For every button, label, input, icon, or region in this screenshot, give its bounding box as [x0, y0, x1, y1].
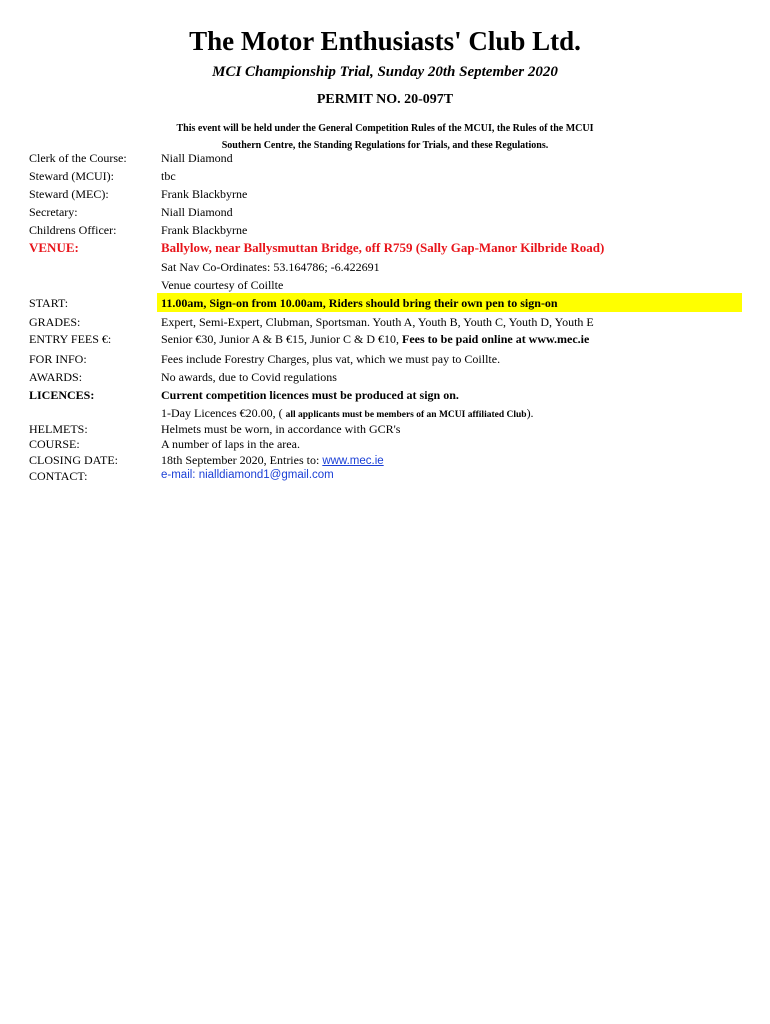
- row-licences: [0, 388, 770, 406]
- event-subtitle: MCI Championship Trial, Sunday 20th September 2020: [212, 64, 558, 80]
- one-day-licence-note: all applicants must be members of an MCUI affiliated Club: [285, 410, 527, 420]
- website-link[interactable]: www.mec.ie: [322, 455, 384, 467]
- steward-mcui-label: Steward (MCUI):: [29, 169, 114, 183]
- grades-value: Expert, Semi-Expert, Clubman, Sportsman. Youth A, Youth B, Youth C, Youth D, Youth E: [161, 315, 594, 329]
- row-venue: [0, 240, 770, 258]
- clerk-label: Clerk of the Course:: [29, 151, 127, 165]
- helmets-label: HELMETS:: [29, 422, 88, 436]
- document-title: The Motor Enthusiasts' Club Ltd.: [189, 26, 581, 56]
- licences-label: LICENCES:: [29, 388, 95, 402]
- awards-label: AWARDS:: [29, 370, 83, 384]
- for-info-value: Fees include Forestry Charges, plus vat, which we must pay to Coillte.: [161, 352, 501, 366]
- entry-fees-amounts: Senior €30, Junior A & B €15, Junior C & D €10,: [161, 332, 403, 346]
- permit-number: PERMIT NO. 20-097T: [316, 92, 454, 107]
- closing-date-value: [161, 453, 384, 468]
- row-childrens-officer: [0, 223, 770, 241]
- one-day-licence-end: ).: [526, 406, 534, 420]
- childrens-officer-value: Frank Blackbyrne: [161, 223, 248, 237]
- childrens-officer-label: Childrens Officer:: [29, 223, 117, 237]
- row-contact: [0, 469, 770, 487]
- venue-value: Ballylow, near Ballysmuttan Bridge, off R759 (Sally Gap-Manor Kilbride Road): [161, 240, 605, 255]
- row-awards: [0, 370, 770, 388]
- row-entry-fees: [0, 332, 770, 350]
- row-clerk: [0, 151, 770, 169]
- one-day-licence: [161, 406, 534, 421]
- closing-date-label: CLOSING DATE:: [29, 453, 118, 467]
- row-steward-mcui: [0, 169, 770, 187]
- entry-fees-value: [161, 332, 589, 347]
- awards-value: No awards, due to Covid regulations: [161, 370, 337, 384]
- course-value: A number of laps in the area.: [161, 437, 300, 451]
- fees-online-note: Fees to be paid online at www.mec.ie: [402, 332, 590, 346]
- helmets-value: Helmets must be worn, in accordance with GCR's: [161, 422, 401, 436]
- start-value: 11.00am, Sign-on from 10.00am, Riders should bring their own pen to sign-on: [161, 296, 558, 310]
- steward-mec-value: Frank Blackbyrne: [161, 187, 248, 201]
- steward-mec-label: Steward (MEC):: [29, 187, 109, 201]
- entry-fees-label: ENTRY FEES €:: [29, 332, 112, 346]
- grades-label: GRADES:: [29, 315, 81, 329]
- contact-email-link[interactable]: e-mail: nialldiamond1@gmail.com: [161, 469, 334, 481]
- venue-label: VENUE:: [29, 240, 79, 255]
- steward-mcui-value: tbc: [161, 169, 176, 183]
- rules-line-1: This event will be held under the General Competition Rules of the MCUI, the Rules of the MCUI: [176, 123, 594, 134]
- course-label: COURSE:: [29, 437, 80, 451]
- row-steward-mec: [0, 187, 770, 205]
- venue-courtesy: Venue courtesy of Coillte: [161, 278, 284, 292]
- one-day-licence-fee: 1-Day Licences €20.00, (: [161, 406, 286, 420]
- closing-date-text: 18th September 2020, Entries to:: [161, 453, 323, 467]
- rules-line-2: Southern Centre, the Standing Regulations for Trials, and these Regulations.: [221, 140, 549, 151]
- clerk-value: Niall Diamond: [161, 151, 233, 165]
- row-secretary: [0, 205, 770, 223]
- row-start: [0, 296, 770, 314]
- licences-value: Current competition licences must be produced at sign on.: [161, 388, 459, 402]
- row-grades: [0, 315, 770, 333]
- row-satnav: [0, 260, 770, 278]
- rules-statement: [0, 120, 770, 154]
- row-for-info: [0, 352, 770, 370]
- contact-label: CONTACT:: [29, 469, 88, 483]
- secretary-label: Secretary:: [29, 205, 78, 219]
- satnav-coordinates: Sat Nav Co-Ordinates: 53.164786; -6.422691: [161, 260, 380, 274]
- for-info-label: FOR INFO:: [29, 352, 87, 366]
- start-label: START:: [29, 296, 69, 310]
- secretary-value: Niall Diamond: [161, 205, 233, 219]
